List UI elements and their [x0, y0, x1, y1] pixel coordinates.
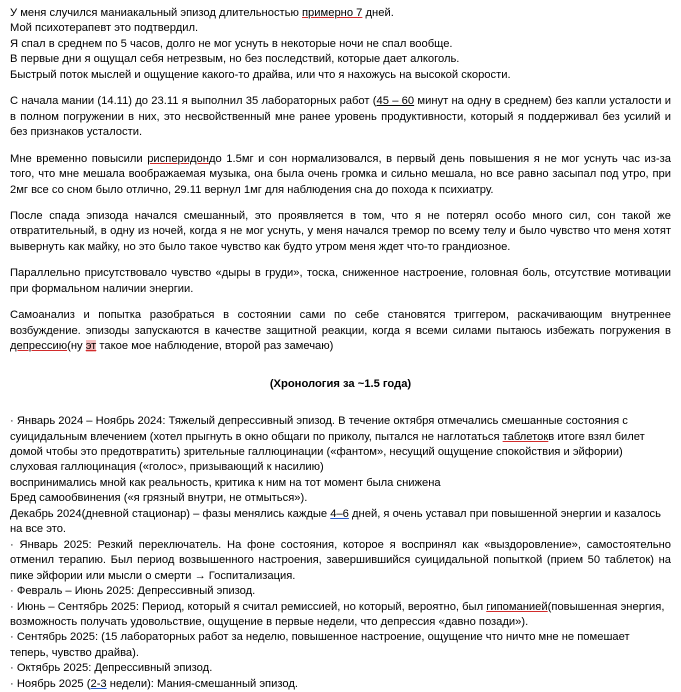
timeline-entry-jan2024-seg-2: в итоге взял билет домой чтобы это предотвратить) зрительные галлюцинации («фантом», несущий ощущение спокойствия и эйфории) слуховая галлюцинация («голос», призывающий к насилию) — [10, 430, 645, 474]
timeline-entry-bred — [10, 491, 671, 506]
spacer-4 — [10, 255, 671, 266]
highlighted-word: эт — [85, 340, 97, 353]
timeline-entry-jan2024b-seg-0: воспринимались мной как реальность, критика к ним на тот момент была снижена — [10, 476, 441, 489]
paragraph-productivity — [10, 94, 671, 140]
intro-line-1-a: У меня случился маниакальный эпизод длительностью — [10, 7, 302, 19]
spacer-9 — [10, 403, 671, 414]
intro-line-1 — [10, 6, 671, 21]
timeline-entry-nov2025 — [10, 677, 671, 692]
timeline-entry-jun2025-seg-0: · Июнь – Сентябрь 2025: Период, который я считал ремиссией, но который, вероятно, был — [10, 600, 487, 613]
approx-days-misspelled: примерно 7 — [302, 7, 363, 19]
timeline-entry-jan2025 — [10, 538, 671, 584]
spacer-7 — [10, 366, 671, 377]
intro-line-1-b: дней. — [362, 7, 394, 19]
paragraph-selfanalysis-b: (ну — [67, 340, 86, 353]
timeline-entry-jun2025 — [10, 600, 671, 631]
paragraph-selfanalysis-a: Самоанализ и попытка разобраться в состоянии сами по себе становятся триггером, раскачивающим внутреннее возбуждение. эпизоды запускаются в качестве защитной реакции, когда я всеми силами пытаюсь избежать погружения в — [10, 309, 671, 337]
duration-range: 45 – 60 — [376, 95, 415, 108]
timeline-entry-nov2025-seg-1: 2-3 — [90, 677, 107, 690]
paragraph-productivity-b: минут на одну в среднем) без капли усталости и в полном погружении в них, это несвойственный мне ранее уровень продуктивности, который я поддерживал без усилий и без признаков усталости. — [10, 95, 671, 139]
spacer-1 — [10, 83, 671, 94]
timeline-entry-jan2024 — [10, 414, 671, 476]
timeline-entry-jan2024-seg-0: · Январь 2024 – Ноябрь 2024: Тяжелый депрессивный эпизод. В течение октября отмечались смешанные состояния с суицидальным влечением (хотел прыгнуть в окно общаги по приколу, пытался не наглотаться — [10, 415, 628, 443]
timeline-entry-dec2024-seg-0: Декабрь 2024(дневной стационар) – фазы менялись каждые — [10, 507, 331, 520]
section-title-chronology: (Хронология за ~1.5 года) — [269, 377, 412, 390]
intro-line-5: Быстрый поток мыслей и ощущение какого-то драйва, или что я нахожусь на высокой скорости. — [10, 68, 511, 81]
spacer-5 — [10, 297, 671, 308]
timeline-entry-oct2025 — [10, 661, 671, 676]
paragraph-medication-b: до 1.5мг и сон нормализовался, в первый день повышения я не мог уснуть час из-за того, что мне мешала воображаемая музыка, она была очень громка и сильно мешала, но все равно засыпал под утро, при 2мг все со сном было отлично, 29.11 вернул 1мг для наблюдения сна до похода к психиатру. — [10, 152, 671, 196]
depression-word-misspelled: депрессию — [10, 340, 68, 353]
timeline-entry-jan2024-seg-1: таблеток — [502, 430, 549, 443]
timeline-entry-feb2025 — [10, 584, 671, 599]
spacer-2 — [10, 141, 671, 152]
intro-line-4: В первые дни я ощущал себя нетрезвым, но без последствий, которые дает алкоголь. — [10, 53, 460, 66]
timeline-entry-dec2024-seg-1: 4–6 — [330, 507, 349, 520]
paragraph-selfanalysis — [10, 308, 671, 354]
timeline-entry-oct2025-seg-0: · Октябрь 2025: Депрессивный эпизод. — [10, 662, 213, 675]
spacer-3 — [10, 198, 671, 209]
timeline-entry-nov2025-seg-2: недели): Мания-смешанный эпизод. — [106, 677, 298, 690]
timeline-entry-jun2025-seg-1: гипоманией — [486, 600, 548, 613]
timeline-entry-dec2024 — [10, 507, 671, 538]
timeline-entry-jun2025-seg-2: (повышенная энергия, возможность получать удовольствие, ощущение в первые недели, что депрессия «давно позади»). — [10, 600, 665, 628]
timeline-entry-feb2025-seg-0: · Февраль – Июнь 2025: Депрессивный эпизод. — [10, 585, 256, 598]
spacer-6 — [10, 355, 671, 366]
intro-line-3: Я спал в среднем по 5 часов, долго не мог уснуть в некоторые ночи не спал вообще. — [10, 37, 453, 50]
paragraph-selfanalysis-c: такое мое наблюдение, второй раз замечаю) — [96, 340, 334, 353]
paragraph-medication-a: Мне временно повысили — [10, 152, 148, 165]
timeline-entry-nov2025-seg-0: · Ноябрь 2025 ( — [10, 677, 91, 690]
timeline-entry-bred-seg-0: Бред самообвинения («я грязный внутри, не отмыться»). — [10, 492, 308, 505]
timeline-list — [10, 414, 671, 692]
drug-name-misspelled: рисперидон — [147, 152, 209, 165]
timeline-entry-dec2024-seg-2: дней, я очень уставал при повышенной энергии и казалось на все это. — [10, 507, 661, 536]
timeline-entry-sep2025 — [10, 630, 671, 661]
timeline-entry-sep2025-seg-0: · Сентябрь 2025: (15 лабораторных работ за неделю, повышенное настроение, ощущение что ничто мне не помешает теперь, чувство драйва). — [10, 631, 630, 659]
paragraph-medication — [10, 152, 671, 198]
paragraph-symptoms: Параллельно присутствовало чувство «дыры в груди», тоска, сниженное настроение, головная боль, отсутствие мотивации при формальном наличии энергии. — [10, 267, 671, 295]
paragraph-productivity-a: С начала мании (14.11) до 23.11 я выполнил 35 лабораторных работ ( — [10, 95, 377, 108]
timeline-entry-jan2024b — [10, 476, 671, 491]
spacer-8 — [10, 392, 671, 403]
intro-line-2: Мой психотерапевт это подтвердил. — [10, 22, 199, 35]
paragraph-mixed-episode: После спада эпизода начался смешанный, это проявляется в том, что я не потерял особо много сил, сон такой же отвратительный, в одну из ночей, когда я не мог уснуть, у меня начался тремор по всему телу и было чувство что меня хотят вывернуть как майку, но это было такое чувство как будто утром меня ждет что-то грандиозное. — [10, 209, 671, 253]
timeline-entry-jan2025-seg-0: · Январь 2025: Резкий переключатель. На фоне состояния, которое я воспринял как «выздоровление», самостоятельно отменил терапию. Был период возвышенного настроения, завершившийся суицидальной попыткой (прием 50 таблеток) на пике эйфории или мысли о смерти → Госпитализация. — [10, 538, 671, 582]
